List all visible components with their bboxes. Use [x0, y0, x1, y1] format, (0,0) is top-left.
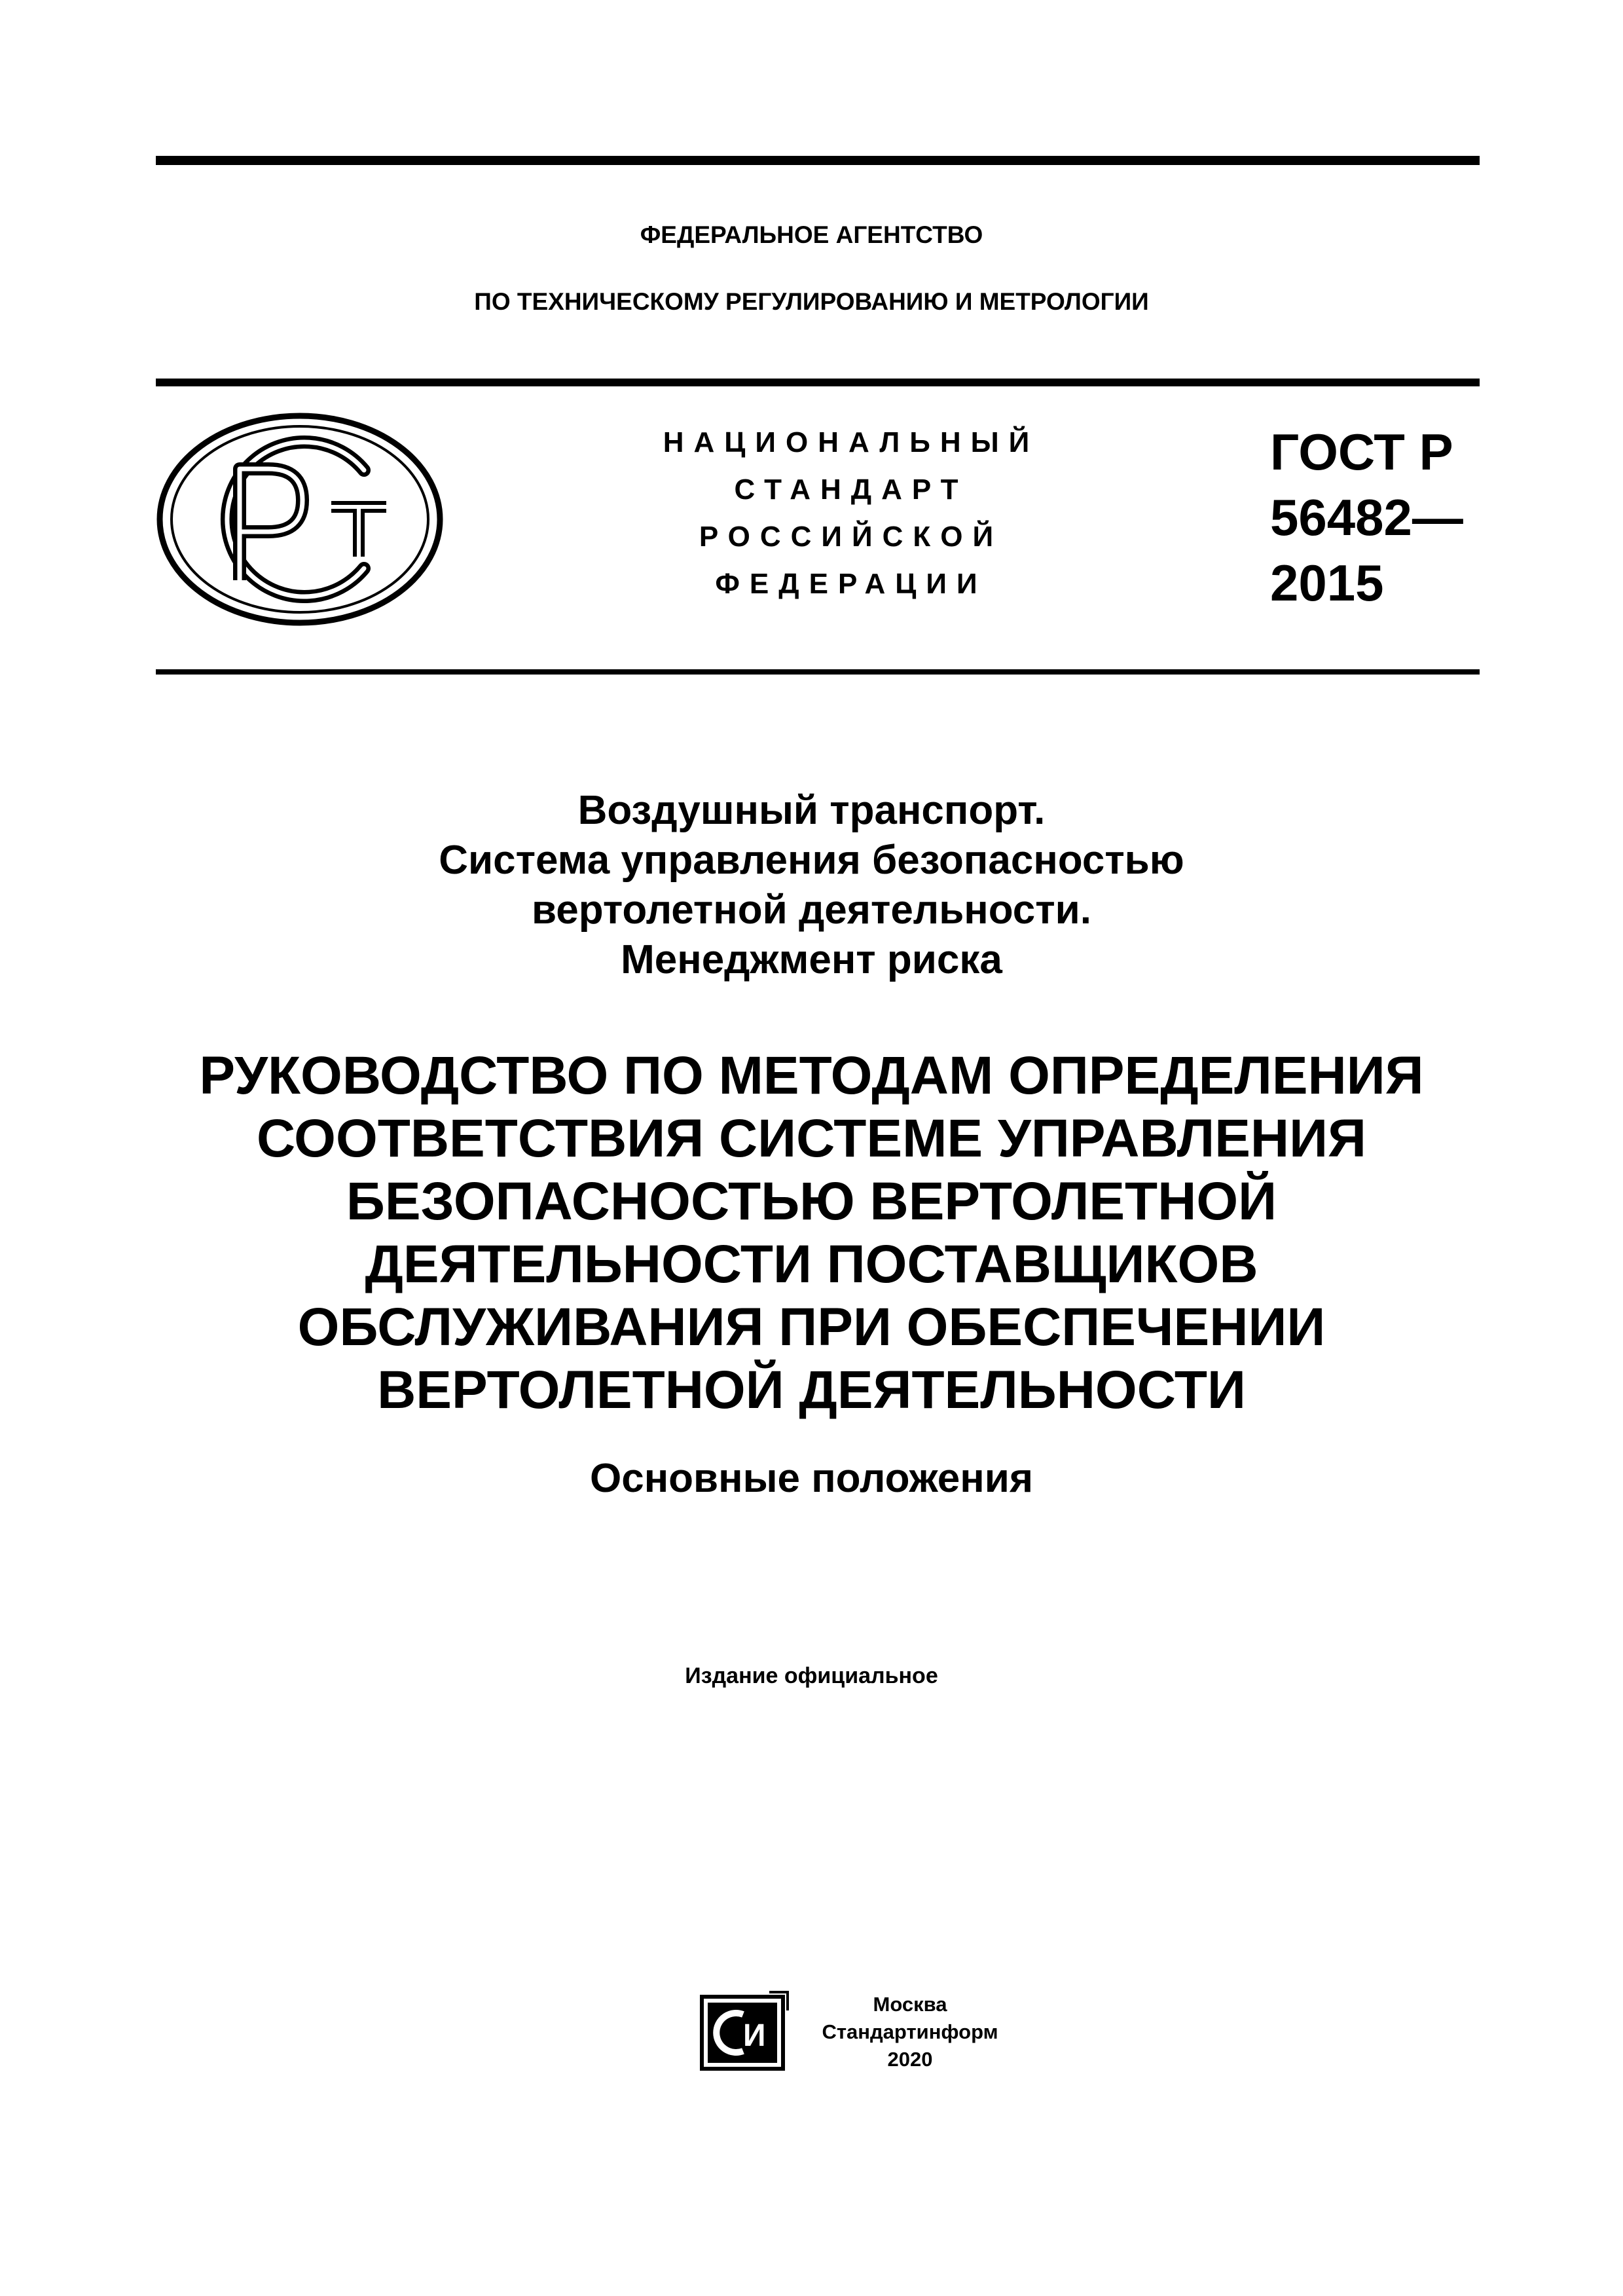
- gost-line: ГОСТ Р: [1270, 423, 1453, 481]
- main-title-line: РУКОВОДСТВО ПО МЕТОДАМ ОПРЕДЕЛЕНИЯ: [199, 1046, 1424, 1105]
- standard-type: [615, 419, 1087, 608]
- subtitle-line: Воздушный транспорт.: [577, 788, 1046, 833]
- main-title-line: БЕЗОПАСНОСТЬЮ ВЕРТОЛЕТНОЙ: [346, 1172, 1277, 1231]
- standard-type-line: РОССИЙСКОЙ: [699, 521, 1004, 553]
- agency-line-1: ФЕДЕРАЛЬНОЕ АГЕНТСТВО: [640, 221, 983, 248]
- subtitle: [0, 786, 1623, 985]
- publisher-name: Стандартинформ: [822, 2020, 998, 2043]
- basic-provisions: Основные положения: [589, 1456, 1033, 1501]
- top-rule: [156, 156, 1480, 165]
- agency-line-2: ПО ТЕХНИЧЕСКОМУ РЕГУЛИРОВАНИЮ И МЕТРОЛОГИИ: [474, 288, 1149, 315]
- subtitle-line: Менеджмент риска: [621, 937, 1002, 982]
- standard-type-line: СТАНДАРТ: [734, 473, 968, 506]
- agency-rule: [156, 379, 1480, 386]
- main-title-line: СООТВЕТСТВИЯ СИСТЕМЕ УПРАВЛЕНИЯ: [256, 1109, 1366, 1168]
- standard-type-line: НАЦИОНАЛЬНЫЙ: [663, 426, 1040, 458]
- publisher-city: Москва: [873, 1993, 947, 2016]
- subtitle-line: Система управления безопасностью: [439, 838, 1184, 883]
- gost-line: 2015: [1270, 554, 1384, 612]
- main-title: [0, 1045, 1623, 1422]
- main-title-line: ВЕРТОЛЕТНОЙ ДЕЯТЕЛЬНОСТИ: [377, 1360, 1246, 1420]
- standartinform-logo-icon: [697, 1990, 790, 2075]
- header-bottom-rule: [156, 669, 1480, 675]
- gost-line: 56482—: [1270, 489, 1463, 546]
- publisher-year: 2020: [887, 2048, 933, 2071]
- standard-type-line: ФЕДЕРАЦИИ: [715, 568, 987, 600]
- official-edition: Издание официальное: [685, 1663, 938, 1688]
- gost-designation: [1270, 419, 1463, 616]
- publisher-info: [812, 1991, 1008, 2073]
- subtitle-line: вертолетной деятельности.: [531, 887, 1091, 933]
- svg-text:И: И: [743, 2018, 766, 2053]
- main-title-line: ОБСЛУЖИВАНИЯ ПРИ ОБЕСПЕЧЕНИИ: [297, 1297, 1326, 1357]
- rst-mark-icon: [156, 411, 444, 627]
- main-title-line: ДЕЯТЕЛЬНОСТИ ПОСТАВЩИКОВ: [365, 1234, 1258, 1294]
